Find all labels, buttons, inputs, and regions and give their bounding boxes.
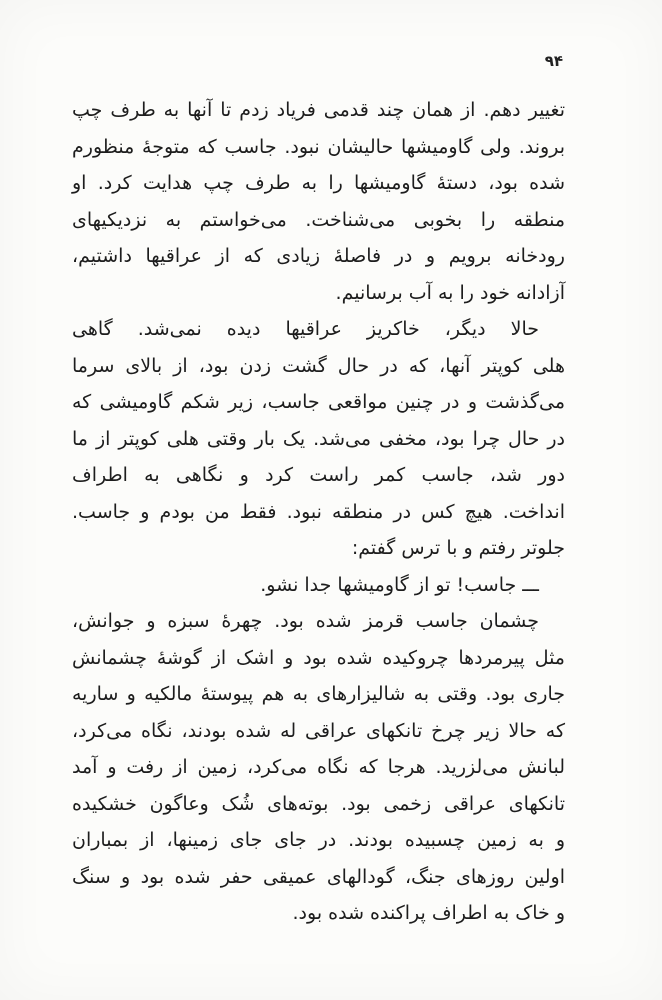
text-line: که حالا زیر چرخ تانکهای عراقی له شده بودند، نگاه می‌کرد، [72, 719, 565, 742]
text-line: جاری بود. وقتی به شالیزارهای به هم پیوستهٔ مالکیه و ساریه [72, 683, 565, 705]
text-line: منطقه را بخوبی می‌شناخت. می‌خواستم به نزدیکیهای [72, 208, 565, 231]
text-line: اولین روزهای جنگ، گودالهای عمیقی حفر شده بود و سنگ [72, 865, 565, 888]
text-line: چشمان جاسب قرمز شده بود. چهرهٔ سبزه و جوانش، [72, 610, 539, 632]
text-line: لبانش می‌لزرید. هرجا که نگاه می‌کرد، زمین از رفت و آمد [72, 756, 565, 778]
text-line: شده بود، دستهٔ گاومیشها را به طرف چپ هدایت کرد. او [72, 172, 565, 194]
text-block [72, 92, 565, 932]
text-line: و خاک به اطراف پراکنده شده بود. [292, 902, 565, 924]
dialogue-line: ـــ جاسب! تو از گاومیشها جدا نشو. [260, 573, 539, 596]
text-line: انداخت. هیچ کس در منطقه نبود. فقط من بودم و جاسب. [72, 500, 565, 523]
text-line: حالا دیگر، خاکریز عراقیها دیده نمی‌شد. گاهی [72, 318, 539, 340]
text-line: تغییر دهم. از همان چند قدمی فریاد زدم تا آنها به طرف چپ [72, 99, 565, 121]
text-line: آزادانه خود را به آب برسانیم. [335, 281, 565, 304]
text-line: و به زمین چسبیده بودند. در جای جای زمینها، از بمباران [72, 829, 565, 851]
text-line: بروند. ولی گاومیشها حالیشان نبود. جاسب که متوجهٔ منظورم [72, 135, 565, 158]
text-line: جلوتر رفتم و با ترس گفتم: [351, 537, 565, 559]
text-line: در حال چرا بود، مخفی می‌شد. یک بار وقتی هلی کوپتر از ما [72, 427, 565, 450]
text-line: مثل پیرمردها چروکیده شده بود و اشک از گوشهٔ چشمانش [72, 646, 565, 669]
text-line: دور شد، جاسب کمر راست کرد و نگاهی به اطراف [72, 464, 565, 486]
text-line: تانکهای عراقی زخمی بود. بوته‌های شُک وعاگون خشکیده [72, 792, 565, 815]
page-number: ۹۴ [544, 52, 563, 70]
text-line: می‌گذشت و در چنین مواقعی جاسب، زیر شکم گاومیشی که [72, 391, 565, 413]
text-line: هلی کوپتر آنها، که در حال گشت زدن بود، از بالای سرما [72, 354, 565, 377]
text-line: رودخانه برویم و در فاصلهٔ زیادی که از عراقیها داشتیم، [72, 245, 565, 267]
